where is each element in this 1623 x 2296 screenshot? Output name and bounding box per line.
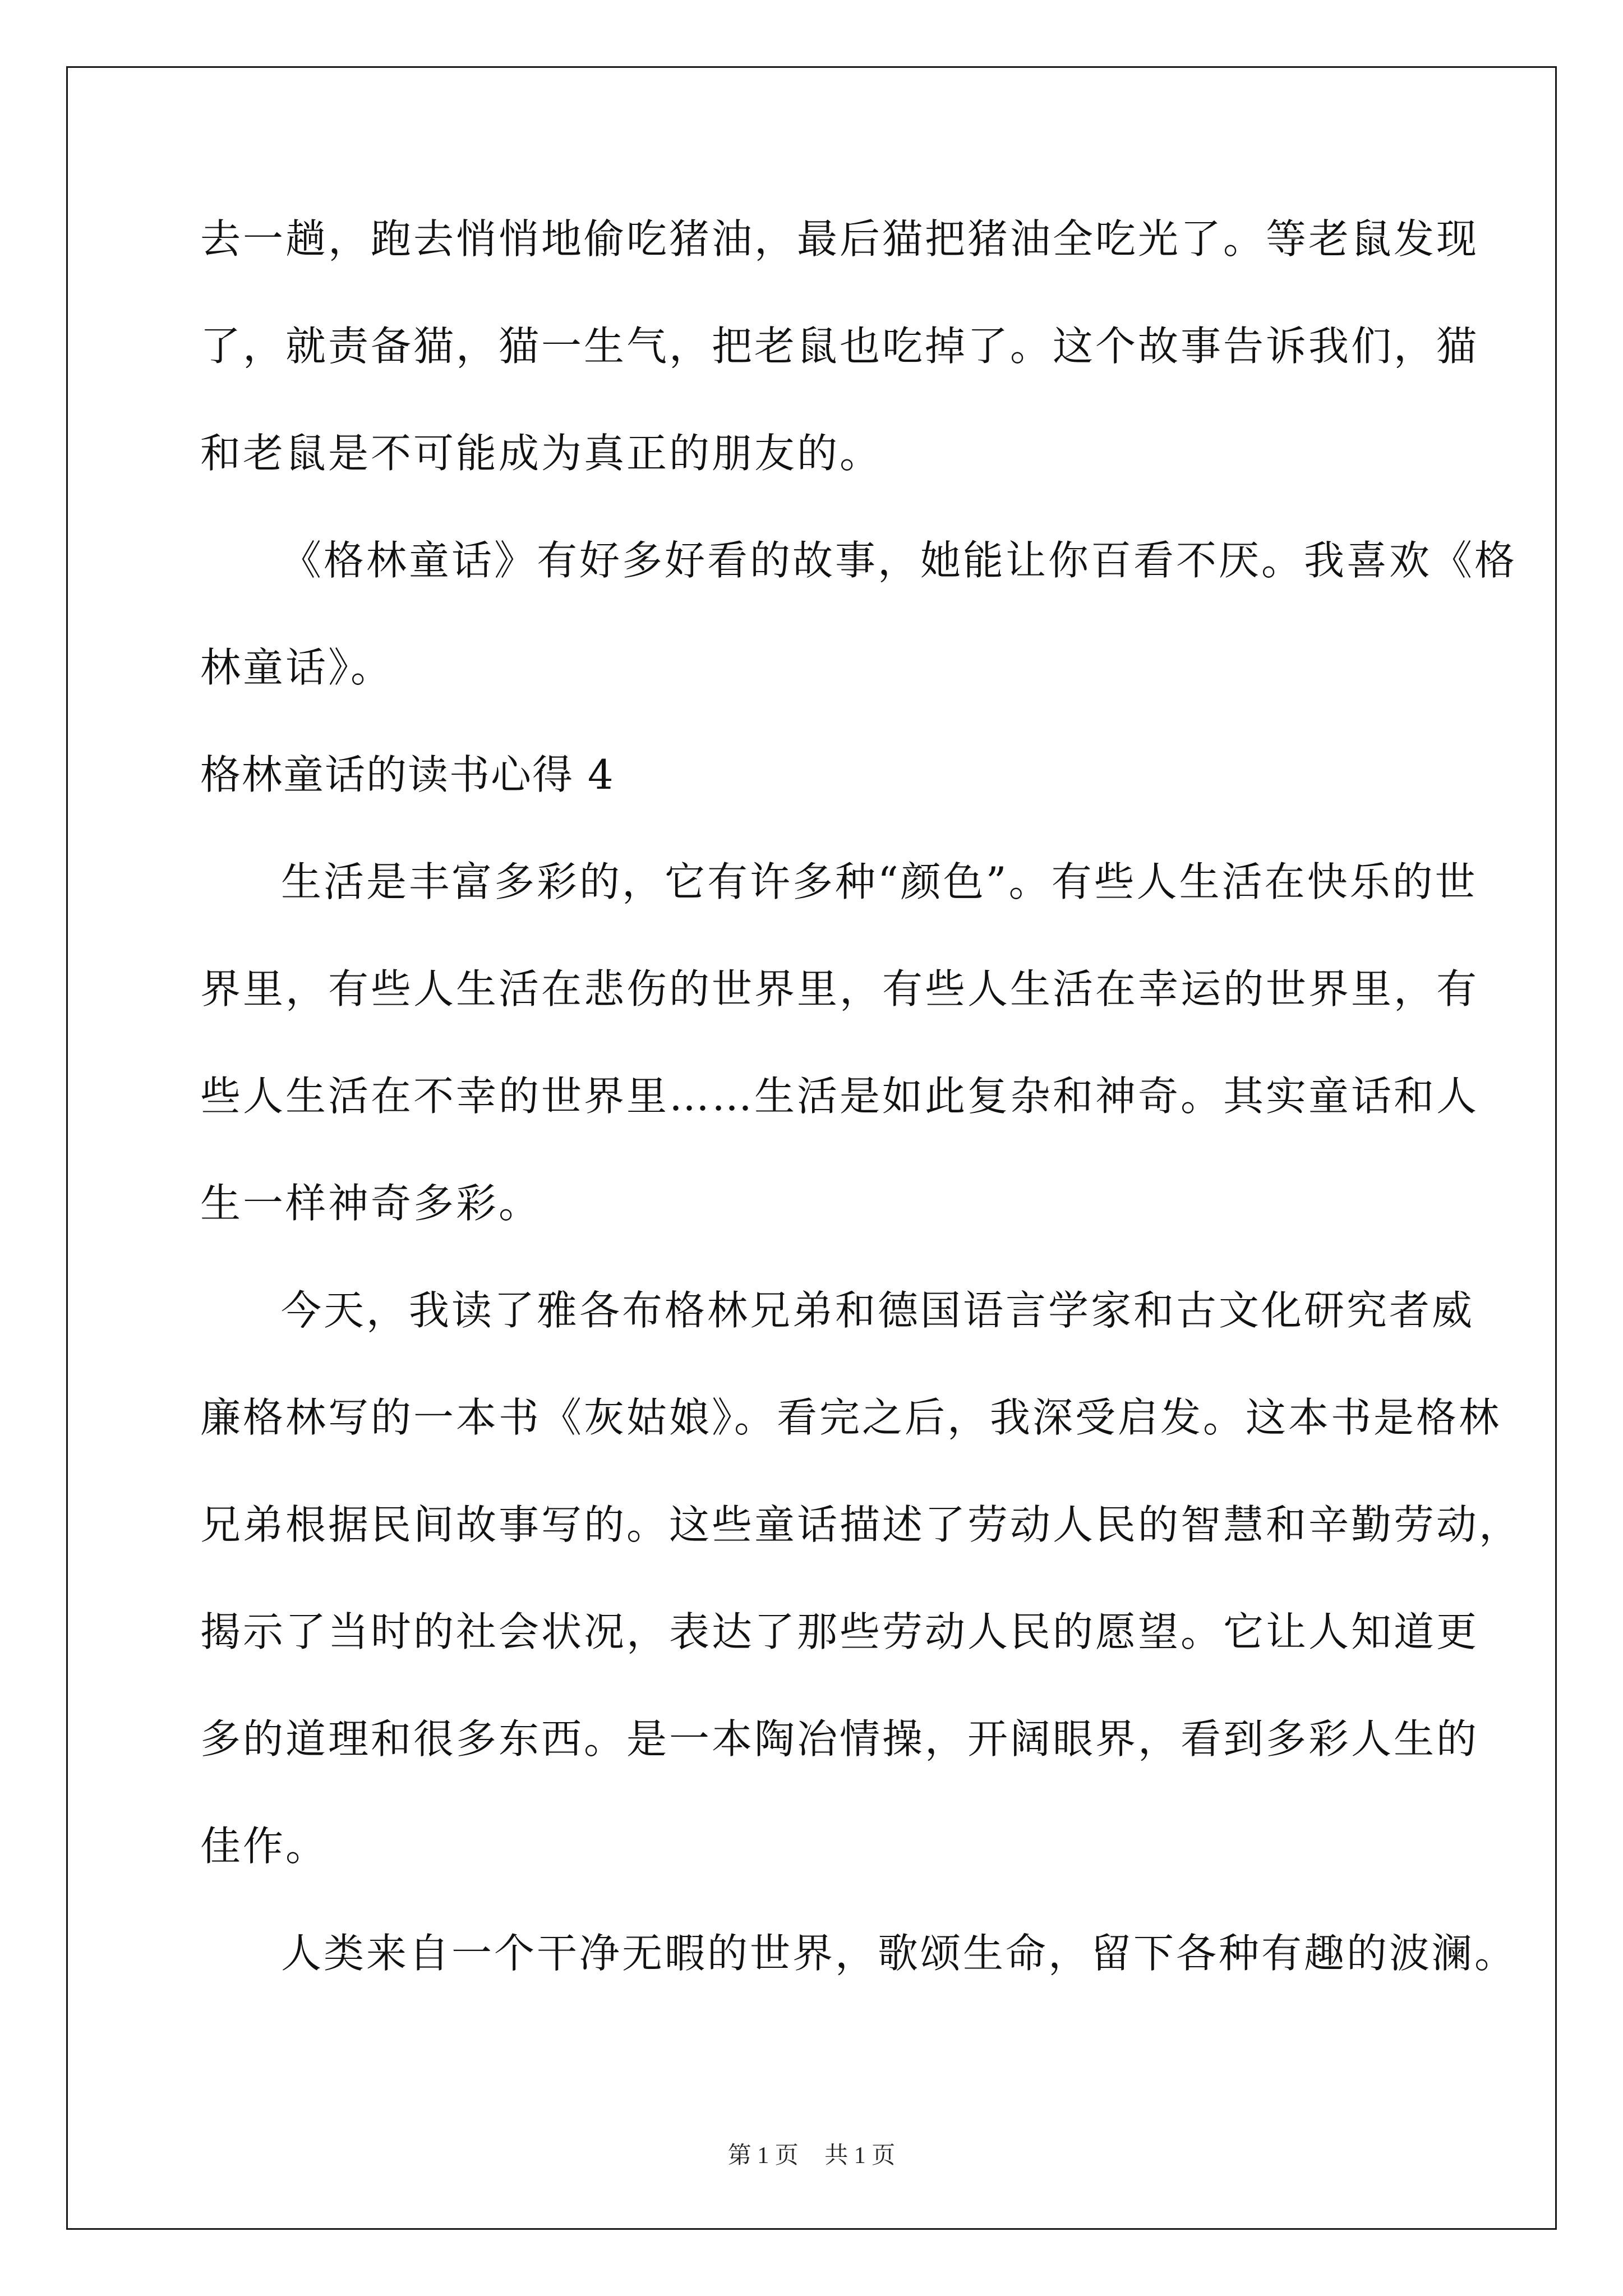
text-line: 些人生活在不幸的世界里……生活是如此复杂和神奇。其实童话和人 [200,1073,1479,1120]
text-line: 揭示了当时的社会状况，表达了那些劳动人民的愿望。它让人知道更 [200,1608,1479,1655]
document-body [200,215,1522,2040]
page-footer [0,2142,1623,2170]
text-line: 林童话》。 [200,644,394,691]
text-line: 去一趟，跑去悄悄地偷吃猪油，最后猫把猪油全吃光了。等老鼠发现 [200,215,1479,263]
text-line: 多的道理和很多东西。是一本陶冶情操，开阔眼界，看到多彩人生的 [200,1715,1479,1763]
text-line: 界里，有些人生活在悲伤的世界里，有些人生活在幸运的世界里，有 [200,965,1479,1013]
page-number-total: 共 1 页 [824,2143,896,2169]
text-line: 兄弟根据民间故事写的。这些童话描述了劳动人民的智慧和辛勤劳动， [200,1501,1522,1548]
paragraph-start-line: 人类来自一个干净无暇的世界，歌颂生命，留下各种有趣的波澜。 [281,1930,1518,1977]
text-line: 了，就责备猫，猫一生气，把老鼠也吃掉了。这个故事告诉我们，猫 [200,323,1479,370]
text-line: 廉格林写的一本书《灰姑娘》。看完之后，我深受启发。这本书是格林 [200,1394,1502,1441]
text-line: 生一样神奇多彩。 [200,1180,542,1227]
paragraph-start-line: 今天，我读了雅各布格林兄弟和德国语言学家和古文化研究者威 [281,1287,1475,1334]
page-number-current: 第 1 页 [727,2143,799,2169]
text-line: 佳作。 [200,1823,329,1870]
text-line: 和老鼠是不可能成为真正的朋友的。 [200,430,883,477]
paragraph-start-line: 生活是丰富多彩的，它有许多种“颜色”。有些人生活在快乐的世 [281,858,1478,905]
section-heading: 格林童话的读书心得 4 [200,751,615,798]
paragraph-start-line: 《格林童话》有好多好看的故事，她能让你百看不厌。我喜欢《格 [281,537,1518,584]
